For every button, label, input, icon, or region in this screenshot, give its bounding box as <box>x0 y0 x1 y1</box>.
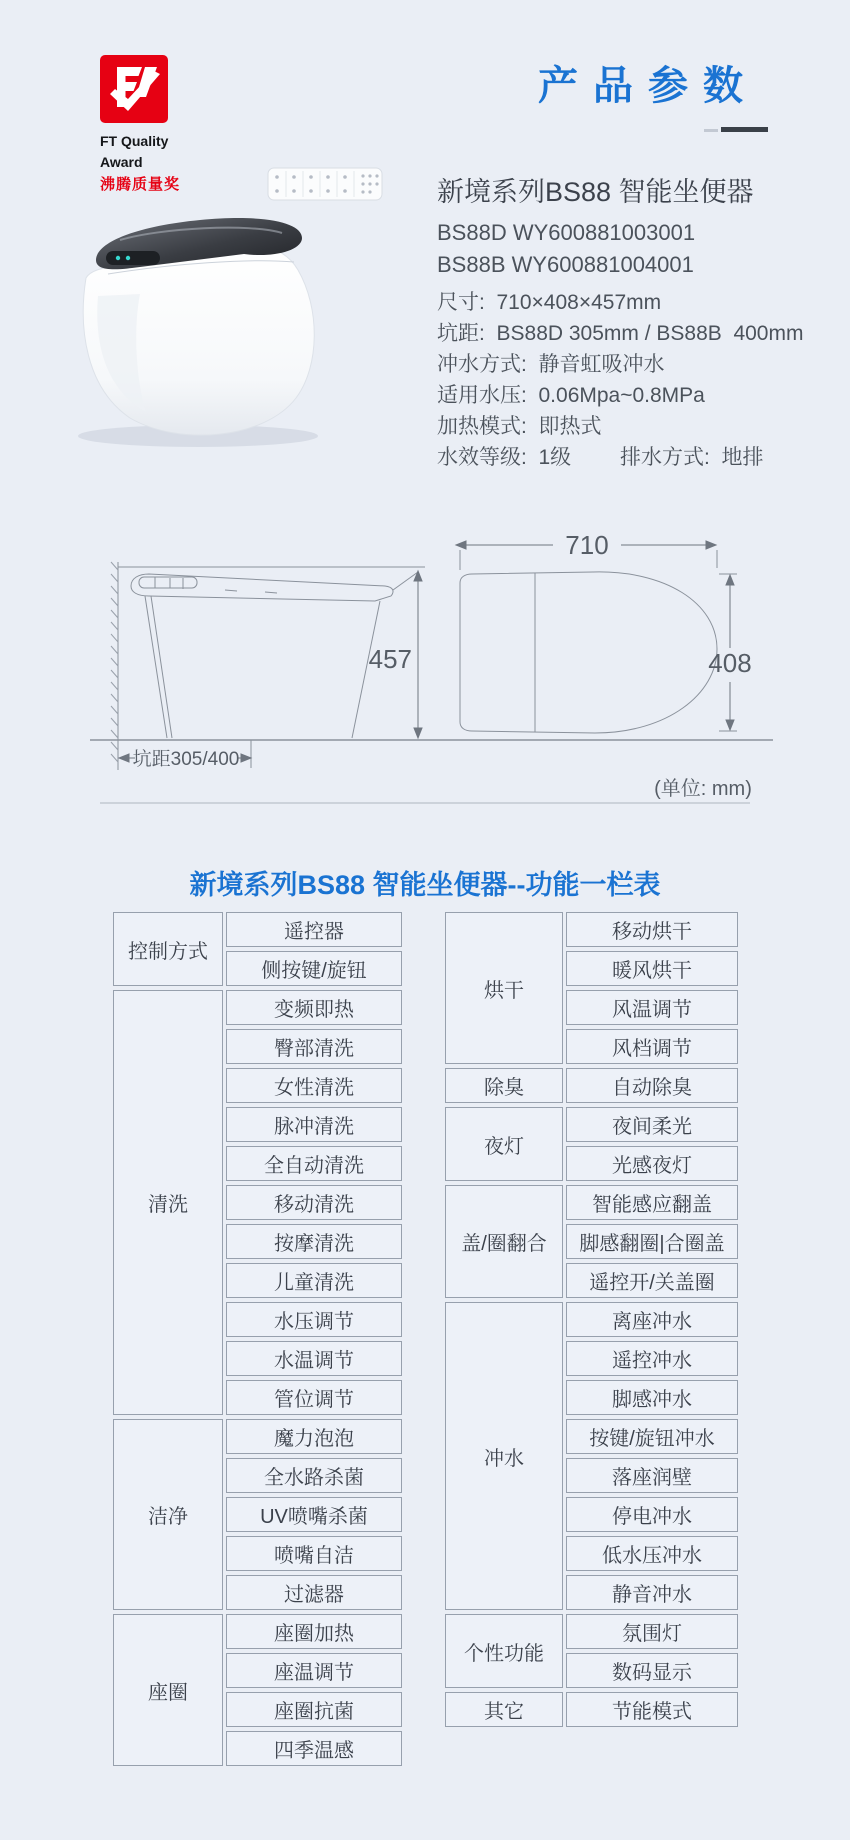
feature-item-cell: 变频即热 <box>226 990 402 1025</box>
title-underline-light <box>704 129 718 132</box>
feature-row <box>445 1692 738 1727</box>
feature-item-cell: 静音冲水 <box>566 1575 738 1610</box>
title-underline-dark <box>721 127 768 132</box>
award-line3: 沸腾质量奖 <box>100 176 181 193</box>
feature-item-cell: 水压调节 <box>226 1302 402 1337</box>
spec-line-efficiency: 水效等级: 1级 <box>437 446 572 469</box>
feature-item-cell: 过滤器 <box>226 1575 402 1610</box>
spec-line-heating: 加热模式: 即热式 <box>437 415 602 438</box>
toilet-product-photo <box>48 176 348 454</box>
feature-category-cell: 座圈 <box>113 1614 223 1766</box>
feature-row <box>445 1068 738 1103</box>
feature-item-cell: 座圈加热 <box>226 1614 402 1649</box>
feature-item-cell: 臀部清洗 <box>226 1029 402 1064</box>
feature-row <box>113 990 402 1025</box>
feature-row <box>113 1614 402 1649</box>
feature-category-cell: 夜灯 <box>445 1107 563 1181</box>
feature-item-cell: 管位调节 <box>226 1380 402 1415</box>
spec-line-size: 尺寸: 710×408×457mm <box>437 291 662 314</box>
feature-item-cell: 座温调节 <box>226 1653 402 1688</box>
feature-row <box>113 1419 402 1454</box>
feature-category-cell: 洁净 <box>113 1419 223 1610</box>
feature-item-cell: 全自动清洗 <box>226 1146 402 1181</box>
feature-item-cell: 氛围灯 <box>566 1614 738 1649</box>
feature-item-cell: 喷嘴自洁 <box>226 1536 402 1571</box>
award-line1: FT Quality <box>100 133 169 149</box>
features-title: 新境系列BS88 智能坐便器--功能一栏表 <box>189 870 661 900</box>
feature-item-cell: 移动烘干 <box>566 912 738 947</box>
award-line2: Award <box>100 154 143 170</box>
feature-item-cell: 侧按键/旋钮 <box>226 951 402 986</box>
feature-row <box>445 1302 738 1337</box>
feature-item-cell: 脉冲清洗 <box>226 1107 402 1142</box>
product-name: 新境系列BS88 智能坐便器 <box>437 177 754 207</box>
spec-line-flush: 冲水方式: 静音虹吸冲水 <box>437 353 665 376</box>
dim-depth-label: 408 <box>708 648 752 678</box>
feature-category-cell: 清洗 <box>113 990 223 1415</box>
feature-row <box>445 1185 738 1220</box>
page-title: 产品参数 <box>538 64 758 108</box>
model-number-line: BS88D WY600881003001 <box>437 220 696 245</box>
feature-category-cell: 控制方式 <box>113 912 223 986</box>
feature-item-cell: 遥控开/关盖圈 <box>566 1263 738 1298</box>
feature-item-cell: 按摩清洗 <box>226 1224 402 1259</box>
feature-category-cell: 其它 <box>445 1692 563 1727</box>
feature-item-cell: 节能模式 <box>566 1692 738 1727</box>
feature-row <box>445 912 738 947</box>
feature-category-cell: 除臭 <box>445 1068 563 1103</box>
feature-item-cell: 自动除臭 <box>566 1068 738 1103</box>
feature-item-cell: 四季温感 <box>226 1731 402 1766</box>
feature-item-cell: UV喷嘴杀菌 <box>226 1497 402 1532</box>
feature-item-cell: 女性清洗 <box>226 1068 402 1103</box>
feature-item-cell: 暖风烘干 <box>566 951 738 986</box>
feature-item-cell: 遥控器 <box>226 912 402 947</box>
feature-category-cell: 烘干 <box>445 912 563 1064</box>
feature-row <box>445 1614 738 1649</box>
feature-item-cell: 儿童清洗 <box>226 1263 402 1298</box>
feature-item-cell: 全水路杀菌 <box>226 1458 402 1493</box>
spec-line-pressure: 适用水压: 0.06Mpa~0.8MPa <box>437 384 705 407</box>
feature-item-cell: 风温调节 <box>566 990 738 1025</box>
feature-item-cell: 智能感应翻盖 <box>566 1185 738 1220</box>
feature-category-cell: 个性功能 <box>445 1614 563 1688</box>
section-divider <box>100 802 750 804</box>
spec-line-pit: 坑距: BS88D 305mm / BS88B 400mm <box>437 322 804 345</box>
feature-item-cell: 魔力泡泡 <box>226 1419 402 1454</box>
pit-distance-label: 坑距305/400 <box>132 749 240 770</box>
feature-item-cell: 落座润壁 <box>566 1458 738 1493</box>
dimension-diagram <box>75 450 775 800</box>
award-logo-icon <box>100 55 168 123</box>
feature-item-cell: 遥控冲水 <box>566 1341 738 1376</box>
feature-category-cell: 盖/圈翻合 <box>445 1185 563 1298</box>
feature-item-cell: 离座冲水 <box>566 1302 738 1337</box>
feature-item-cell: 风档调节 <box>566 1029 738 1064</box>
dim-height-label: 457 <box>368 644 412 674</box>
feature-item-cell: 移动清洗 <box>226 1185 402 1220</box>
feature-item-cell: 脚感冲水 <box>566 1380 738 1415</box>
feature-item-cell: 水温调节 <box>226 1341 402 1376</box>
model-number-line: BS88B WY600881004001 <box>437 252 694 277</box>
feature-row <box>445 1107 738 1142</box>
feature-item-cell: 低水压冲水 <box>566 1536 738 1571</box>
feature-item-cell: 脚感翻圈|合圈盖 <box>566 1224 738 1259</box>
feature-item-cell: 光感夜灯 <box>566 1146 738 1181</box>
feature-category-cell: 冲水 <box>445 1302 563 1610</box>
features-table-left <box>110 908 405 1770</box>
feature-item-cell: 按键/旋钮冲水 <box>566 1419 738 1454</box>
features-table-right <box>442 908 741 1731</box>
feature-item-cell: 停电冲水 <box>566 1497 738 1532</box>
award-logo <box>100 55 180 194</box>
feature-item-cell: 数码显示 <box>566 1653 738 1688</box>
dim-width-label: 710 <box>565 530 609 560</box>
feature-row <box>113 912 402 947</box>
feature-item-cell: 夜间柔光 <box>566 1107 738 1142</box>
spec-line-drainage: 排水方式: 地排 <box>620 446 764 469</box>
feature-item-cell: 座圈抗菌 <box>226 1692 402 1727</box>
unit-note: (单位: mm) <box>654 778 752 800</box>
